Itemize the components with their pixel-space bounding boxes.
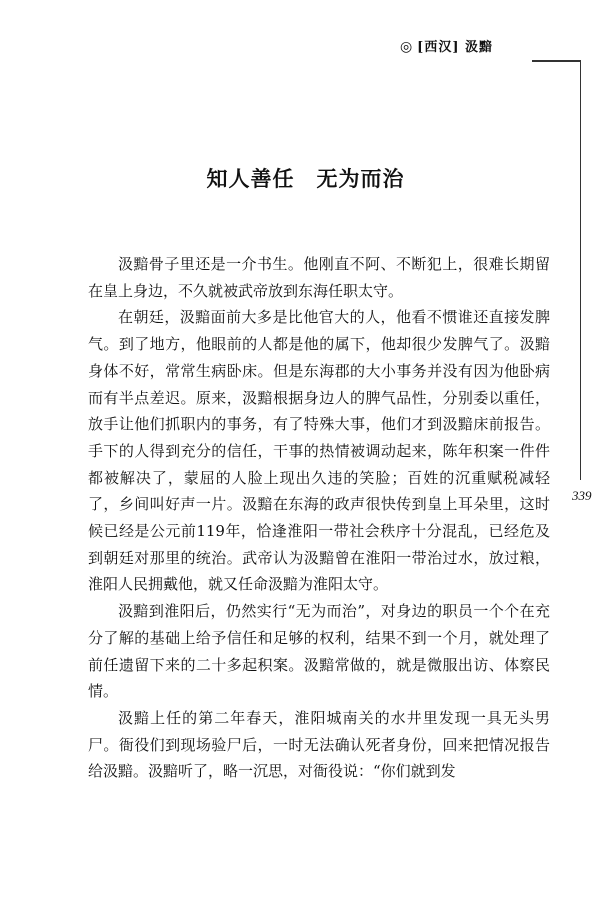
page-number: 339 (572, 488, 592, 503)
paragraph: 汲黯骨子里还是一介书生。他刚直不阿、不断犯上，很难长期留在皇上身边，不久就被武帝放到东海任职太守。 (88, 255, 550, 300)
margin-rule (580, 60, 581, 480)
paragraph: 在朝廷，汲黯面前大多是比他官大的人，他看不惯谁还直接发脾气。到了地方，他眼前的人都是他的属下，他却很少发脾气了。汲黯身体不好，常常生病卧床。但是东海郡的大小事务并没有因为他卧病而有半点差迟。原来，汲黯根据身边人的脾气品性，分别委以重任，放手让他们抓职内的事务，有了特殊大事，他们才到汲黯床前报告。手下的人得到充分的信任，干事的热情被调动起来，陈年积案一件件都被解决了，蒙屈的人脸上现出久违的笑脸；百姓的沉重赋税减轻了，乡间叫好声一片。汲黯在东海的政声很快传到皇上耳朵里，这时候已经是公元前119年，恰逢淮阳一带社会秩序十分混乱，已经危及到朝廷对那里的统治。武帝认为汲黯曾在淮阳一带治过水，放过粮，淮阳人民拥戴他，就又任命汲黯为淮阳太守。 (88, 308, 550, 594)
body-text (88, 251, 550, 785)
paragraph: 汲黯上任的第二年春天，淮阳城南关的水井里发现一具无头男尸。衙役们到现场验尸后，一时无法确认死者身份，回来把情况报告给汲黯。汲黯听了，略一沉思，对衙役说：“你们就到发 (88, 708, 550, 781)
paragraph: 汲黯到淮阳后，仍然实行“无为而治”，对身边的职员一个个在充分了解的基础上给予信任和足够的权利，结果不到一个月，就处理了前任遗留下来的二十多起积案。汲黯常做的，就是微服出访、体察民情。 (88, 602, 550, 701)
header-text: [西汉] 汲黯 (417, 40, 493, 55)
chapter-title: 知人善任 无为而治 (206, 166, 405, 191)
header-rule (532, 60, 581, 62)
circle-target-icon: ◎ (399, 39, 414, 55)
running-header (400, 36, 493, 55)
